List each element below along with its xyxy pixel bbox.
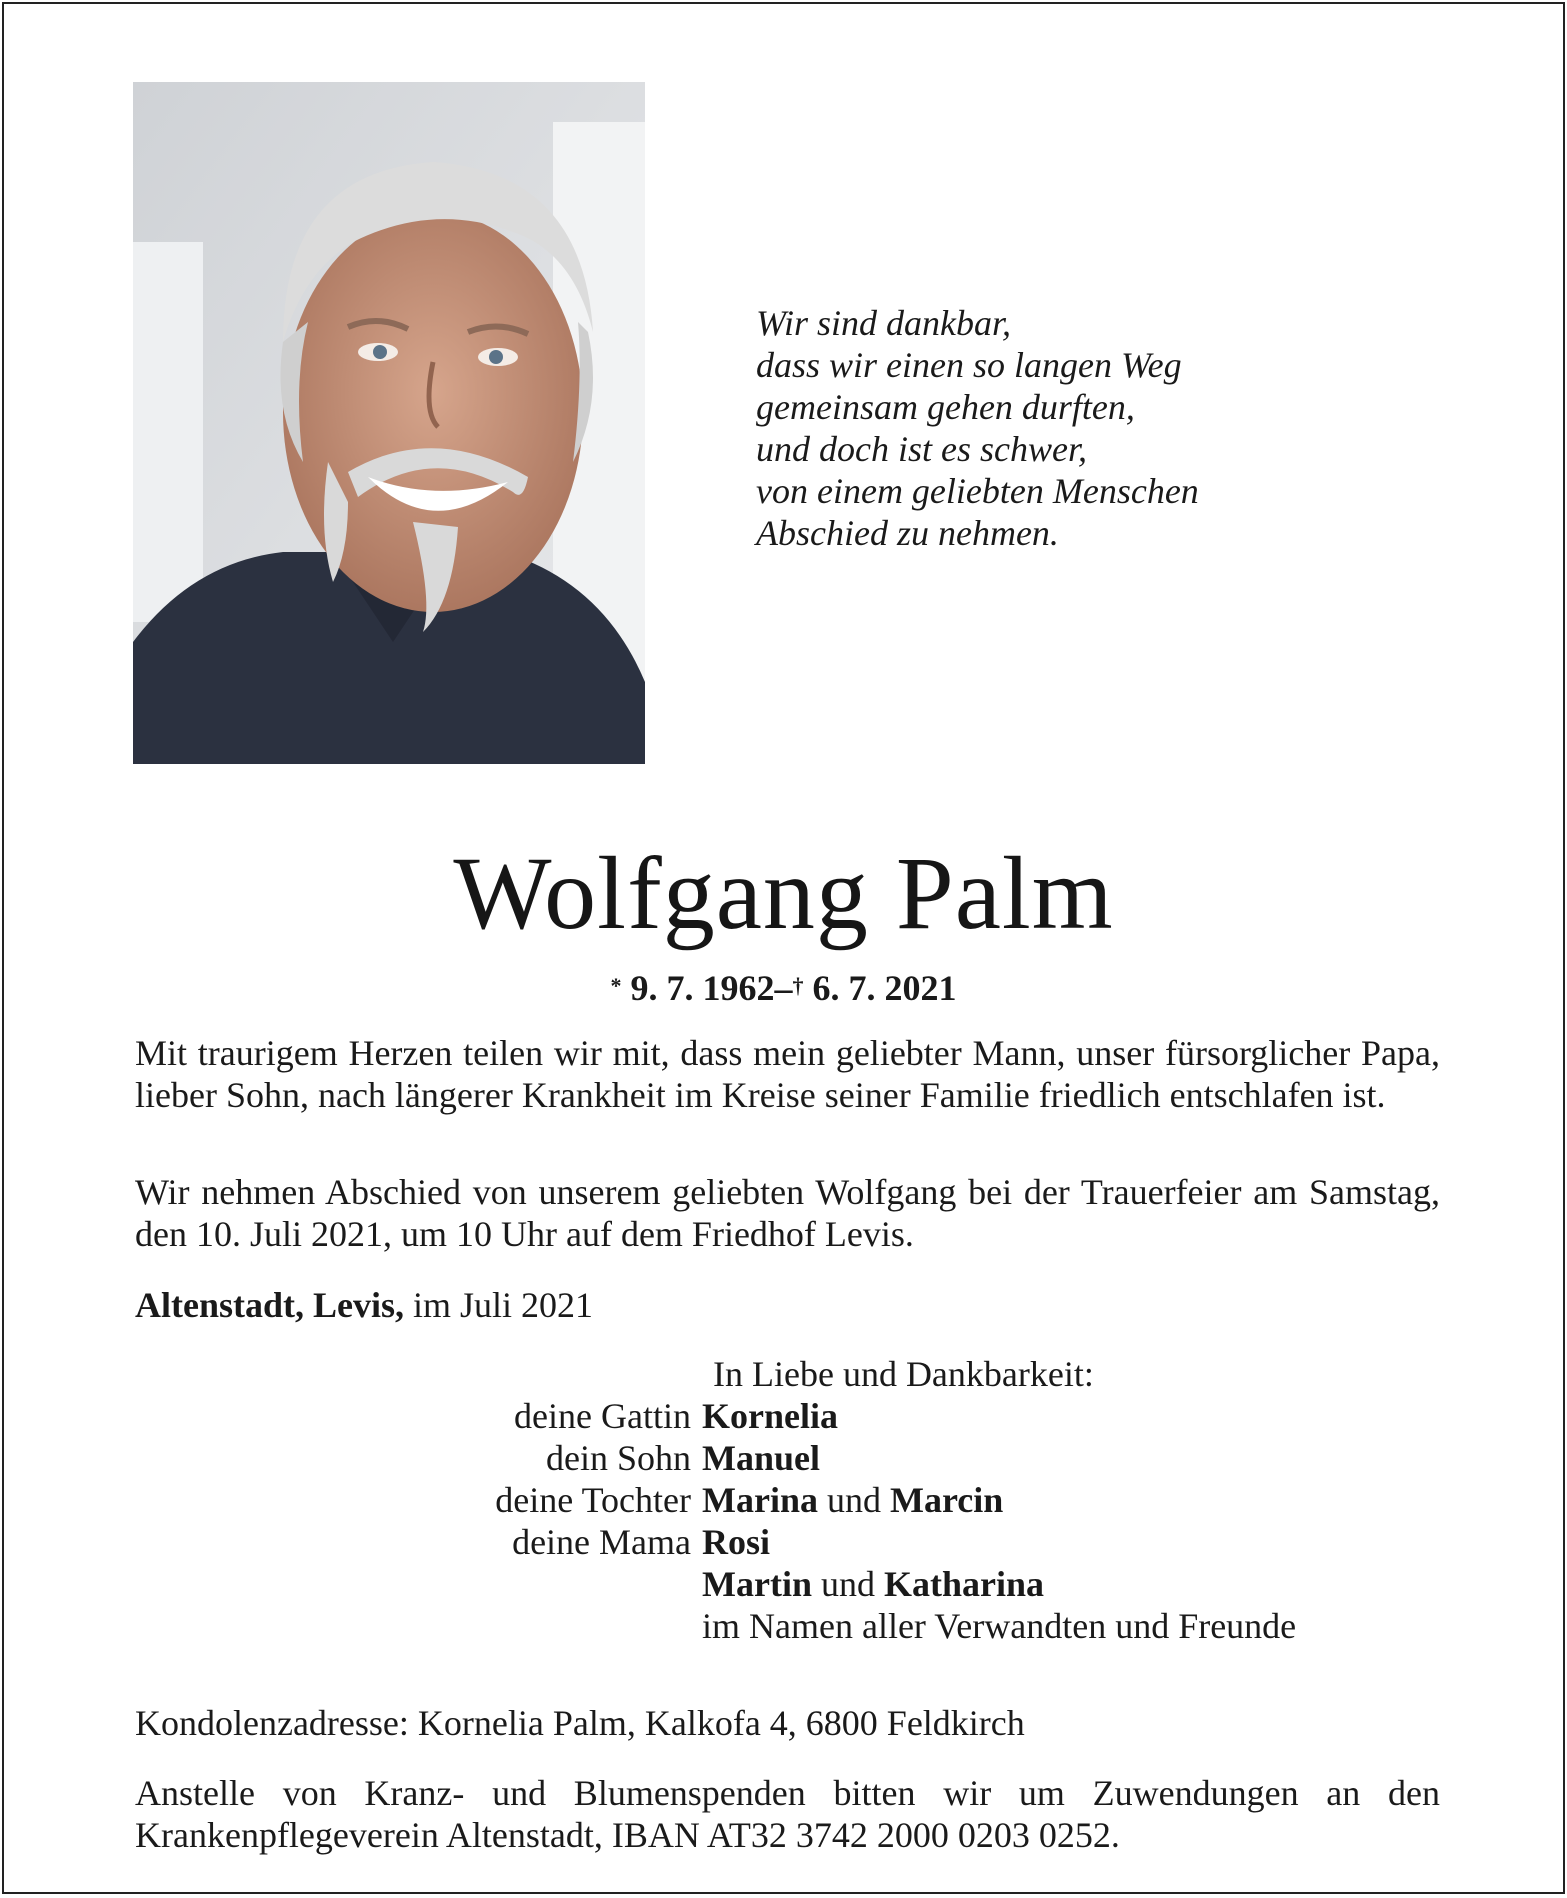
- date-separator: –: [774, 968, 793, 1008]
- mourner-relation: deine Gattin: [514, 1396, 691, 1436]
- and-word: und: [826, 1480, 881, 1520]
- mourners-block: [135, 1353, 1445, 1647]
- mourner-row: [135, 1521, 1445, 1563]
- mourner-name: Katharina: [883, 1564, 1044, 1604]
- place-date-line: [135, 1284, 1440, 1326]
- mourner-name: Kornelia: [702, 1396, 838, 1436]
- poem-line: Wir sind dankbar,: [756, 303, 1012, 343]
- poem-line: gemeinsam gehen durften,: [756, 387, 1135, 427]
- death-symbol: †: [792, 973, 804, 998]
- poem-line: dass wir einen so langen Weg: [756, 345, 1182, 385]
- mourner-relation: [135, 1563, 702, 1605]
- obituary-page: [2, 2, 1565, 1894]
- memorial-poem: [756, 302, 1456, 554]
- mourner-relation-empty: [135, 1605, 702, 1647]
- mourner-relation: deine Mama: [512, 1522, 691, 1562]
- mourner-names: [702, 1479, 1003, 1521]
- birth-symbol: *: [610, 973, 622, 998]
- mourner-row: [135, 1395, 1445, 1437]
- mourner-row: [135, 1563, 1445, 1605]
- life-dates: [4, 966, 1563, 1010]
- poem-line: Abschied zu nehmen.: [756, 513, 1059, 553]
- month-text: im Juli 2021: [413, 1285, 594, 1325]
- condolence-address: Kondolenzadresse: Kornelia Palm, Kalkofa 4, 6800 Feldkirch: [135, 1703, 1025, 1743]
- funeral-paragraph: Wir nehmen Abschied von unserem geliebten Wolfgang bei der Trauerfeier am Samstag, den 10. Juli 2021, um 10 Uhr auf dem Friedhof Levis.: [135, 1172, 1440, 1254]
- death-date: 6. 7. 2021: [812, 968, 957, 1008]
- poem-line: und doch ist es schwer,: [756, 429, 1087, 469]
- donation-note: Anstelle von Kranz- und Blumenspenden bitten wir um Zuwendungen an den Krankenpflegeverein Altenstadt, IBAN AT32 3742 2000 0203 0252.: [135, 1773, 1440, 1855]
- mourner-row: [135, 1479, 1445, 1521]
- mourner-name: Martin: [702, 1564, 812, 1604]
- mourner-relation: dein Sohn: [545, 1438, 691, 1478]
- mourner-names: [702, 1395, 838, 1437]
- mourner-row: [135, 1605, 1445, 1647]
- mourner-name: Marcin: [889, 1480, 1004, 1520]
- mourner-names: [702, 1563, 1044, 1605]
- portrait-illustration: [133, 82, 645, 764]
- poem-line: von einem geliebten Menschen: [756, 471, 1199, 511]
- deceased-name: Wolfgang Palm: [453, 836, 1114, 951]
- mourner-relation: deine Tochter: [495, 1480, 691, 1520]
- mourner-row: [135, 1437, 1445, 1479]
- place-name: Altenstadt, Levis,: [135, 1285, 404, 1325]
- portrait-photo: [133, 82, 645, 764]
- birth-date: 9. 7. 1962: [630, 968, 775, 1008]
- mourner-name: Marina: [702, 1480, 818, 1520]
- and-word: und: [820, 1564, 875, 1604]
- mourner-name: Manuel: [702, 1438, 821, 1478]
- mourners-closing: im Namen aller Verwandten und Freunde: [702, 1606, 1297, 1646]
- mourner-names: [702, 1521, 770, 1563]
- announcement-paragraph: Mit traurigem Herzen teilen wir mit, dass mein geliebter Mann, unser fürsorglicher Papa, lieber Sohn, nach längerer Krankheit im Kreise seiner Familie friedlich entschlafen ist.: [135, 1033, 1440, 1115]
- mourner-name: Rosi: [702, 1522, 771, 1562]
- mourner-names: [702, 1437, 820, 1479]
- mourners-intro: In Liebe und Dankbarkeit:: [713, 1354, 1094, 1394]
